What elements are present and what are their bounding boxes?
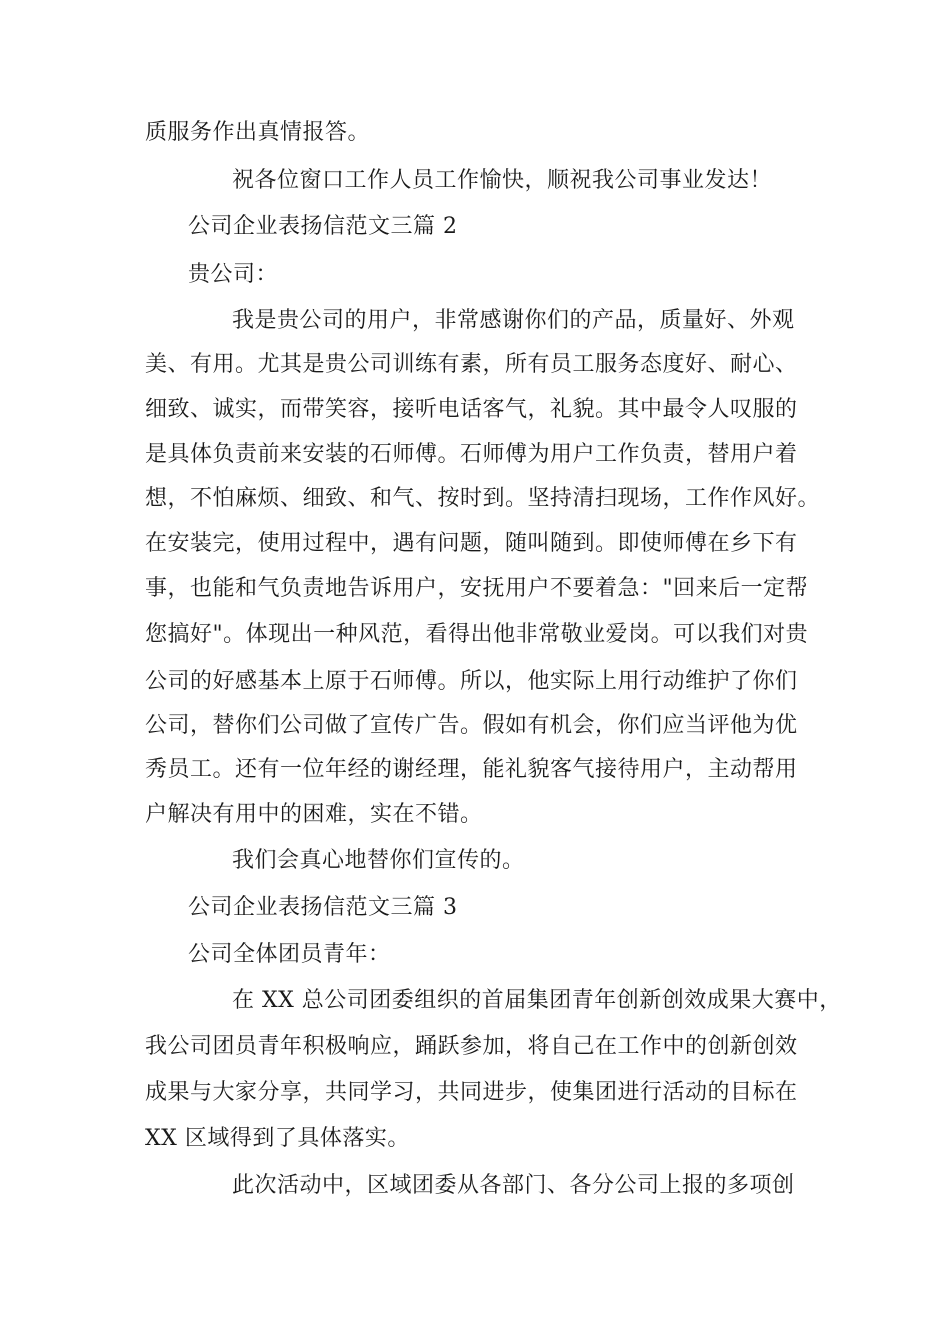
text-line: 事，也能和气负责地告诉用户，安抚用户不要着急："回来后一定帮 bbox=[145, 576, 809, 601]
text-line: 是具体负责前来安装的石师傅。石师傅为用户工作负责，替用户着 bbox=[145, 442, 798, 467]
section-heading: 公司企业表扬信范文三篇 2 bbox=[188, 214, 458, 239]
salutation: 贵公司： bbox=[188, 262, 279, 287]
text-line: 我们会真心地替你们宣传的。 bbox=[232, 848, 525, 873]
text-line: 在安装完，使用过程中，遇有问题，随叫随到。即使师傅在乡下有 bbox=[145, 531, 798, 556]
text-line: XX 区域得到了具体落实。 bbox=[145, 1126, 410, 1151]
text-line: 我是贵公司的用户，非常感谢你们的产品，质量好、外观 bbox=[232, 308, 795, 333]
text-line: 此次活动中，区域团委从各部门、各分公司上报的多项创 bbox=[232, 1173, 795, 1198]
text-line: 公司，替你们公司做了宣传广告。假如有机会，你们应当评他为优 bbox=[145, 713, 798, 738]
text-line: 想，不怕麻烦、细致、和气、按时到。坚持清扫现场，工作作风好。 bbox=[145, 486, 821, 511]
text-line: 细致、诚实，而带笑容，接听电话客气，礼貌。其中最令人叹服的 bbox=[145, 397, 798, 422]
text-line: 在 XX 总公司团委组织的首届集团青年创新创效成果大赛中， bbox=[232, 988, 842, 1013]
section-heading: 公司企业表扬信范文三篇 3 bbox=[188, 895, 458, 920]
text-line: 美、有用。尤其是贵公司训练有素，所有员工服务态度好、耐心、 bbox=[145, 352, 798, 377]
text-line: 质服务作出真情报答。 bbox=[145, 120, 371, 145]
salutation: 公司全体团员青年： bbox=[188, 942, 391, 967]
text-line: 祝各位窗口工作人员工作愉快，顺祝我公司事业发达！ bbox=[232, 168, 773, 193]
text-line: 秀员工。还有一位年经的谢经理，能礼貌客气接待用户，主动帮用 bbox=[145, 757, 798, 782]
text-line: 我公司团员青年积极响应，踊跃参加，将自己在工作中的创新创效 bbox=[145, 1034, 798, 1059]
text-line: 户解决有用中的困难，实在不错。 bbox=[145, 802, 483, 827]
text-line: 成果与大家分享，共同学习，共同进步，使集团进行活动的目标在 bbox=[145, 1080, 798, 1105]
text-line: 您搞好"。体现出一种风范，看得出他非常敬业爱岗。可以我们对贵 bbox=[145, 622, 809, 647]
text-line: 公司的好感基本上原于石师傅。所以，他实际上用行动维护了你们 bbox=[145, 669, 798, 694]
